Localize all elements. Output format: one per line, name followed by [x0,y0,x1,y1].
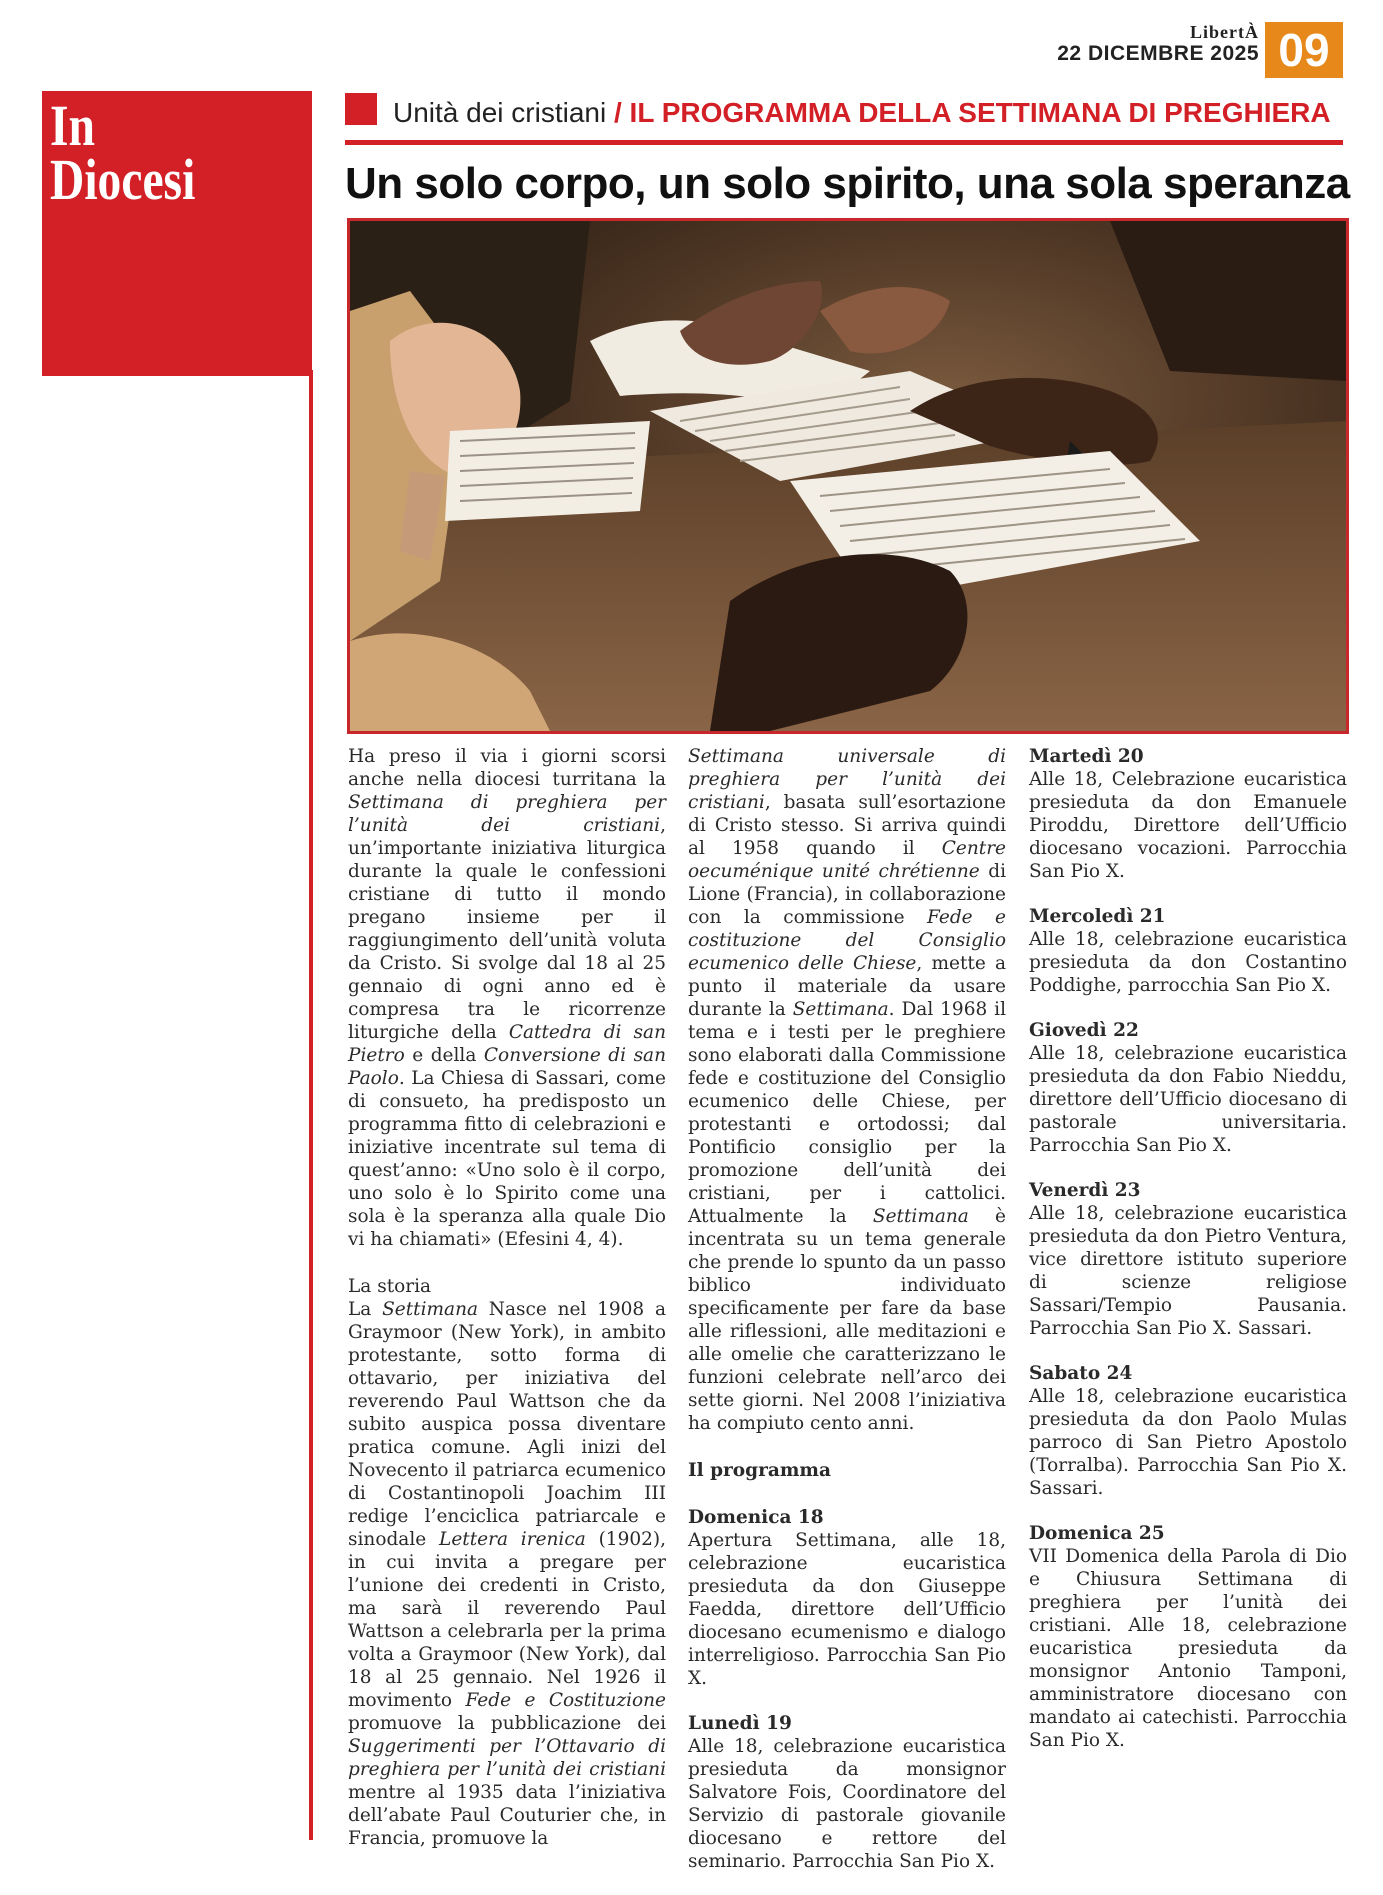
history-text: Fede e Costituzione [465,1690,666,1711]
history-text: Centre oecuménique unité chrétienne [688,838,1006,882]
history-text: Fede e costituzione del Consiglio ecumenico delle Chiese [688,907,1006,974]
section-label-box [42,91,312,376]
kicker-square [345,93,377,125]
program-day-title: Giovedì 22 [1029,1020,1139,1041]
program-day-title: Domenica 18 [688,1507,824,1528]
masthead-text [1057,22,1259,66]
section-title-line1: In [50,93,95,158]
intro-paragraph [348,745,666,1251]
history-text: Settimana [792,999,889,1020]
history-text: La [348,1299,383,1320]
program-day-title: Venerdì 23 [1029,1180,1141,1201]
intro-text: Settimana di preghiera per l’unità dei cristiani [348,792,666,836]
program-day-text: Alle 18, celebrazione eucaristica presieduta da don Pietro Ventura, vice direttore istituto superiore di scienze religiose Sassari/Tempio Pausania. Parrocchia San Pio X. Sassari. [1029,1203,1347,1339]
kicker-topic: Unità dei cristiani [393,97,607,128]
intro-text: Conversione di san Paolo [348,1045,667,1089]
history-text: Settimana [872,1206,969,1227]
program-day [1029,1179,1347,1340]
history-text: (1902), in cui invita a pregare per l’unione dei credenti in Cristo, ma sarà il reverendo Paul Wattson a celebrarla per la prima volta a Graymoor (New York), dal 18 al 25 gennaio. Nel 1926 il movimento [348,1529,666,1711]
photo-illustration [350,221,1346,731]
history-text: , mette a punto il materiale da usare durante la [688,953,1006,1020]
intro-text: Ha preso il via i giorni scorsi anche nella diocesi turritana la [348,746,666,790]
program-day-title: Martedì 20 [1029,746,1144,767]
newspaper-name: LibertÀ [1190,22,1259,42]
program-heading: Il programma [688,1460,831,1481]
program-day-title: Mercoledì 21 [1029,906,1166,927]
program-day-text: Alle 18, celebrazione eucaristica presieduta da don Paolo Mulas parroco di San Pietro Apostolo (Torralba). Parrocchia San Pio X. Sassari. [1029,1386,1347,1499]
program-day-title: Lunedì 19 [688,1713,792,1734]
article-column-2 [688,745,1006,1895]
intro-text: Cattedra di san Pietro [348,1022,666,1066]
history-text: di Lione (Francia), in collaborazione con la commissione [688,861,1006,928]
issue-date: 22 DICEMBRE 2025 [1057,42,1259,65]
program-day [1029,1522,1347,1752]
history-heading: La storia [348,1276,432,1297]
program-day-text: Alle 18, celebrazione eucaristica presieduta da monsignor Salvatore Fois, Coordinatore del Servizio di pastorale giovanile diocesano e rettore del seminario. Parrocchia San Pio X. [688,1736,1006,1872]
history-text: mentre al 1935 data l’iniziativa dell’abate Paul Couturier che, in Francia, promuove la [348,1782,666,1849]
history-text: Suggerimenti per l’Ottavario di preghiera per l’unità dei cristiani [348,1736,666,1780]
history-text: Settimana [382,1299,479,1320]
kicker [393,96,1331,130]
page-number: 09 [1265,22,1343,78]
history-text: promuove la pubblicazione dei [348,1713,666,1734]
program-day [688,1712,1006,1873]
program-day-title: Domenica 25 [1029,1523,1165,1544]
headline: Un solo corpo, un solo spirito, una sola speranza [345,159,1350,208]
history-text: Settimana universale di preghiera per l’unità dei cristiani [688,746,1006,813]
program-day [1029,905,1347,997]
headline-rule [345,140,1343,145]
program-day-text: VII Domenica della Parola di Dio e Chiusura Settimana di preghiera per l’unità dei cristiani. Alle 18, celebrazione eucaristica presieduta da monsignor Antonio Tamponi, amministratore diocesano con mandato ai catechisti. Parrocchia San Pio X. [1029,1546,1347,1751]
section-title-line2: Diocesi [50,147,196,212]
history-text: Nasce nel 1908 a Graymoor (New York), in ambito protestante, sotto forma di ottavario, per iniziativa del reverendo Paul Wattson che da subito auspica possa diventare pratica comune. Agli inizi del Novecento il patriarca ecumenico di Costantinopoli Joachim III redige l’enciclica patriarcale e sinodale [348,1299,667,1550]
program-day-text: Alle 18, celebrazione eucaristica presieduta da don Fabio Nieddu, direttore dell’Ufficio diocesano di pastorale universitaria. Parrocchia San Pio X. [1029,1043,1347,1156]
history-text: , basata sull’esortazione di Cristo stesso. Si arriva quindi al 1958 quando il [688,792,1006,859]
article-column-3 [1029,745,1347,1774]
program-day [1029,745,1347,883]
history-paragraph-part2 [688,745,1006,1435]
program-day-title: Sabato 24 [1029,1363,1133,1384]
kicker-title: IL PROGRAMMA DELLA SETTIMANA DI PREGHIERA [629,97,1331,128]
section-title [50,93,196,212]
masthead [1057,22,1343,78]
history-text: Lettera irenica [439,1529,586,1550]
intro-text: , un’importante iniziativa liturgica durante la quale le confessioni cristiane di tutto il mondo pregano insieme per il raggiungimento dell’unità voluta da Cristo. Si svolge dal 18 al 25 gennaio di ogni anno ed è compresa tra le ricorrenze liturgiche della [348,815,666,1043]
history-text: . Dal 1968 il tema e i testi per le preghiere sono elaborati dalla Commissione fede e costituzione del Consiglio ecumenico delle Chiese, per protestanti e ortodossi; dal Pontificio consiglio per la promozione dell’unità dei cristiani, per i cattolici. Attualmente la [688,999,1006,1227]
program-day [1029,1019,1347,1157]
history-paragraph-part1 [348,1298,666,1850]
left-red-rule [309,370,313,1840]
program-day [688,1506,1006,1690]
kicker-separator: / [613,97,622,128]
program-day-text: Alle 18, celebrazione eucaristica presieduta da don Costantino Poddighe, parrocchia San Pio X. [1029,929,1347,996]
intro-text: e della [404,1045,484,1066]
program-day [1029,1362,1347,1500]
program-day-text: Apertura Settimana, alle 18, celebrazione eucaristica presieduta da don Giuseppe Faedda, direttore dell’Ufficio diocesano ecumenismo e dialogo interreligioso. Parrocchia San Pio X. [688,1530,1006,1689]
article-column-1 [348,745,666,1874]
history-text: è incentrata su un tema generale che prende lo spunto da un passo biblico individuato specificamente per fare da base alle riflessioni, alle meditazioni e alle omelie che caratterizzano le funzioni celebrate nell’arco dei sette giorni. Nel 2008 l’iniziativa ha compiuto cento anni. [688,1206,1006,1434]
intro-text: . La Chiesa di Sassari, come di consueto, ha predisposto un programma fitto di celebrazioni e iniziative incentrate sul tema di quest’anno: «Uno solo è il corpo, uno solo è lo Spirito come una sola è la speranza alla quale Dio vi ha chiamati» (Efesini 4, 4). [348,1068,666,1250]
program-day-text: Alle 18, Celebrazione eucaristica presieduta da don Emanuele Piroddu, Direttore dell’Ufficio diocesano vocazioni. Parrocchia San Pio X. [1029,769,1347,882]
article-photo [347,218,1349,734]
